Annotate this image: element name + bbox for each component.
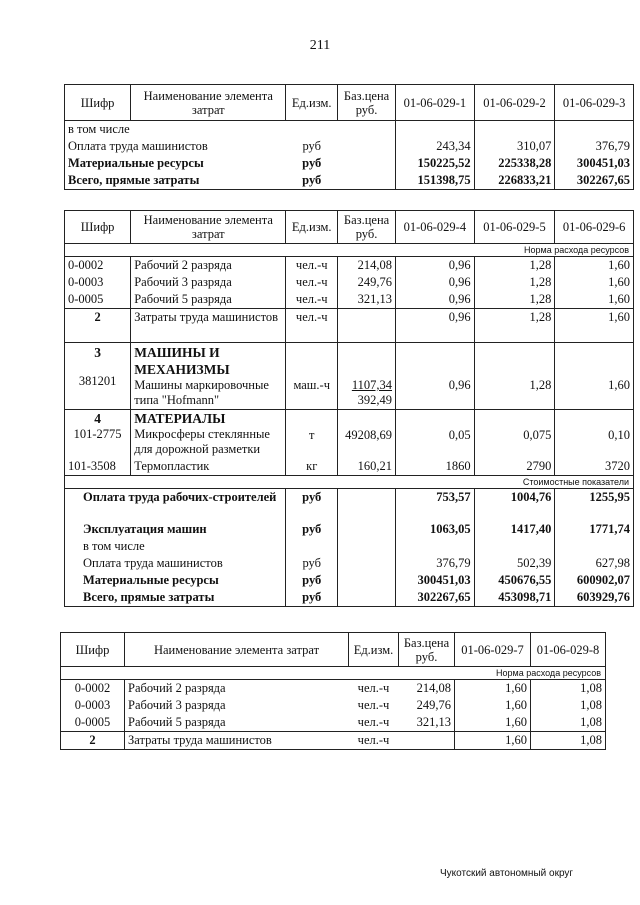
table-row (65, 138, 634, 155)
row-value-1: 753,57 (396, 489, 475, 521)
row-value-3: 1,60 (555, 274, 634, 291)
row-value-3: 302267,65 (555, 172, 634, 190)
row-unit: маш.-ч (286, 343, 338, 410)
header-col-1: 01-06-029-1 (396, 85, 475, 121)
row-value-2: 1,28 (474, 257, 555, 275)
header-col-2: 01-06-029-2 (474, 85, 555, 121)
row-code: 2 (61, 732, 125, 750)
row-name: Рабочий 3 разряда (125, 697, 349, 714)
row-value-3: 1771,74 (555, 521, 634, 538)
row-value-2: 1,08 (531, 732, 606, 750)
row-value-1: 302267,65 (396, 589, 475, 607)
header-base-price: Баз.цена руб. (399, 633, 455, 667)
row-value-3: 0,10 (555, 410, 634, 459)
footer-region: Чукотский автономный округ (440, 868, 574, 879)
table-header-row (61, 633, 606, 667)
row-base-price: 214,08 (399, 680, 455, 698)
row-unit: руб (302, 139, 321, 153)
row-value-2: 226833,21 (474, 172, 555, 190)
row-unit: чел.-ч (349, 680, 399, 698)
group-code: 3 (94, 345, 101, 360)
row-name: Оплата труда рабочих-строителей (65, 489, 286, 521)
section-label: Стоимостные показатели (65, 476, 634, 489)
row-unit: кг (286, 458, 338, 476)
row-base-price: 321,13 (338, 291, 396, 309)
header-name: Наименование элемента затрат (125, 633, 349, 667)
table-row (65, 538, 634, 555)
cost-table-2 (64, 210, 634, 607)
row-value-2: 1004,76 (474, 489, 555, 521)
row-value-1: 1,60 (455, 732, 531, 750)
row-value-3: 376,79 (555, 138, 634, 155)
row-value-2: 1,28 (474, 274, 555, 291)
row-unit: чел.-ч (357, 698, 390, 712)
header-name: Наименование элемента затрат (131, 85, 286, 121)
row-name (131, 410, 286, 459)
row-unit: руб (302, 156, 322, 170)
row-value-1: 376,79 (396, 555, 475, 572)
table-row (65, 121, 634, 139)
table-row (65, 257, 634, 275)
row-value-1: 1063,05 (396, 521, 475, 538)
row-value-1: 150225,52 (396, 155, 475, 172)
header-col-3: 01-06-029-3 (555, 85, 634, 121)
row-code: 0-0002 (61, 680, 125, 698)
row-value-2: 1417,40 (474, 521, 555, 538)
header-base-price: Баз.цена руб. (338, 85, 396, 121)
row-name: Рабочий 2 разряда (131, 257, 286, 275)
row-base-price: 49208,69 (338, 410, 396, 459)
row-base-price (338, 343, 396, 410)
row-unit: руб (286, 489, 338, 521)
row-value-2: 502,39 (474, 555, 555, 572)
base-price-2: 392,49 (357, 393, 393, 407)
table-row (65, 291, 634, 309)
base-price-1: 1107,34 (351, 378, 393, 392)
row-name: Рабочий 2 разряда (125, 680, 349, 698)
table-row (65, 555, 634, 572)
row-unit: руб (286, 589, 338, 607)
row-name: Эксплуатация машин (65, 521, 286, 538)
row-value-2: 310,07 (474, 138, 555, 155)
header-col-2: 01-06-029-5 (474, 211, 555, 244)
row-name: Материальные ресурсы (65, 155, 286, 172)
header-unit: Ед.изм. (349, 633, 399, 667)
row-name: Всего, прямые затраты (65, 589, 286, 607)
row-value-1: 0,05 (396, 410, 475, 459)
item-name: Машины маркировочные типа "Hofmann" (134, 378, 269, 407)
t1-body (65, 121, 634, 190)
row-code: 2 (65, 309, 131, 343)
row-unit: чел.-ч (349, 732, 399, 750)
row-base-price: 249,76 (416, 698, 451, 712)
row-base-price: 214,08 (338, 257, 396, 275)
row-value-2: 1,08 (531, 714, 606, 732)
item-name: Микросферы стеклянные для дорожной разметки (134, 427, 270, 456)
table-row (61, 714, 606, 732)
table-row (61, 680, 606, 698)
table-row (65, 343, 634, 410)
row-value-1: 0,96 (396, 343, 475, 410)
row-unit: чел.-ч (286, 309, 338, 343)
row-name: в том числе (65, 538, 286, 555)
row-code: 0-0005 (65, 291, 131, 309)
row-unit: руб (286, 521, 338, 538)
table-row (65, 410, 634, 459)
row-value-3: 1,60 (555, 291, 634, 309)
row-code: 0-0003 (61, 697, 125, 714)
row-value-2: 0,075 (474, 410, 555, 459)
row-value-1: 243,34 (396, 138, 475, 155)
row-value-2: 1,28 (474, 343, 555, 410)
row-value-2: 225338,28 (474, 155, 555, 172)
row-code: 0-0003 (65, 274, 131, 291)
group-title: МАШИНЫ И МЕХАНИЗМЫ (134, 345, 230, 377)
row-value-1: 0,96 (396, 309, 475, 343)
header-name: Наименование элемента затрат (131, 211, 286, 244)
row-name: Оплата труда машинистов (65, 555, 286, 572)
row-name: Затраты труда машинистов (131, 309, 286, 343)
row-value-2: 2790 (474, 458, 555, 476)
header-col-1: 01-06-029-4 (396, 211, 475, 244)
row-code (65, 410, 131, 459)
table-row (65, 155, 634, 172)
section-row (61, 667, 606, 680)
group-code: 4 (94, 411, 101, 426)
row-name: Рабочий 5 разряда (131, 291, 286, 309)
row-value-3: 300451,03 (555, 155, 634, 172)
cost-table-1 (64, 84, 634, 190)
section-label: Норма расхода ресурсов (65, 244, 634, 257)
header-code: Шифр (65, 85, 131, 121)
cost-table-3 (60, 632, 606, 750)
table-row (65, 521, 634, 538)
row-unit: чел.-ч (286, 291, 338, 309)
row-value-3: 603929,76 (555, 589, 634, 607)
row-unit: чел.-ч (286, 274, 338, 291)
row-name: Рабочий 3 разряда (131, 274, 286, 291)
header-col-2: 01-06-029-8 (531, 633, 606, 667)
row-unit: чел.-ч (286, 257, 338, 275)
row-value-2: 1,08 (531, 680, 606, 698)
row-base-price: 160,21 (338, 458, 396, 476)
header-unit: Ед.изм. (286, 85, 338, 121)
row-value-1: 1860 (396, 458, 475, 476)
row-name: Всего, прямые затраты (65, 172, 286, 190)
section-label: Норма расхода ресурсов (61, 667, 606, 680)
row-name: Материальные ресурсы (65, 572, 286, 589)
row-value-1: 151398,75 (396, 172, 475, 190)
header-unit: Ед.изм. (286, 211, 338, 244)
row-value-1: 1,60 (455, 714, 531, 732)
row-name: Оплата труда машинистов (65, 138, 286, 155)
row-name: Термопластик (131, 458, 286, 476)
row-value-2: 1,28 (474, 309, 555, 343)
table-header-row (65, 211, 634, 244)
row-value-1: 1,60 (455, 697, 531, 714)
table-row (65, 589, 634, 607)
header-base-price: Баз.цена руб. (338, 211, 396, 244)
row-value-3: 1,60 (555, 309, 634, 343)
table-row (65, 572, 634, 589)
row-name: в том числе (65, 121, 286, 139)
row-unit: руб (286, 555, 338, 572)
item-code: 381201 (78, 374, 117, 388)
table-row (65, 172, 634, 190)
header-code: Шифр (61, 633, 125, 667)
row-value-2: 450676,55 (474, 572, 555, 589)
table-row (65, 309, 634, 343)
row-unit: чел.-ч (357, 715, 390, 729)
row-value-3: 1255,95 (555, 489, 634, 521)
table-row (65, 458, 634, 476)
row-value-1: 1,60 (455, 680, 531, 698)
header-code: Шифр (65, 211, 131, 244)
row-value-3: 1,60 (555, 257, 634, 275)
item-code: 101-2775 (73, 427, 122, 441)
row-value-2: 453098,71 (474, 589, 555, 607)
table-row (61, 697, 606, 714)
row-value-3: 600902,07 (555, 572, 634, 589)
row-value-1: 0,96 (396, 257, 475, 275)
row-value-1: 300451,03 (396, 572, 475, 589)
row-name (131, 343, 286, 410)
row-unit: руб (286, 572, 338, 589)
row-base-price: 249,76 (338, 274, 396, 291)
header-col-1: 01-06-029-7 (455, 633, 531, 667)
row-value-1: 0,96 (396, 274, 475, 291)
row-unit: руб (286, 172, 338, 190)
header-col-3: 01-06-029-6 (555, 211, 634, 244)
row-code: 0-0002 (65, 257, 131, 275)
table-row (65, 489, 634, 521)
table-header-row (65, 85, 634, 121)
row-value-1: 0,96 (396, 291, 475, 309)
row-code: 101-3508 (65, 458, 131, 476)
row-base-price: 321,13 (416, 715, 451, 729)
row-code: 0-0005 (61, 714, 125, 732)
row-value-3: 1,60 (555, 343, 634, 410)
table-row (61, 732, 606, 750)
row-code (65, 343, 131, 410)
row-value-3: 627,98 (555, 555, 634, 572)
section-row (65, 476, 634, 489)
page-number: 211 (309, 38, 331, 53)
row-value-2: 1,08 (531, 697, 606, 714)
row-value-3: 3720 (555, 458, 634, 476)
group-title: МАТЕРИАЛЫ (134, 411, 226, 426)
row-value-2: 1,28 (474, 291, 555, 309)
table-row (65, 274, 634, 291)
section-row (65, 244, 634, 257)
row-name: Рабочий 5 разряда (125, 714, 349, 732)
row-name: Затраты труда машинистов (125, 732, 349, 750)
row-unit: т (286, 410, 338, 459)
